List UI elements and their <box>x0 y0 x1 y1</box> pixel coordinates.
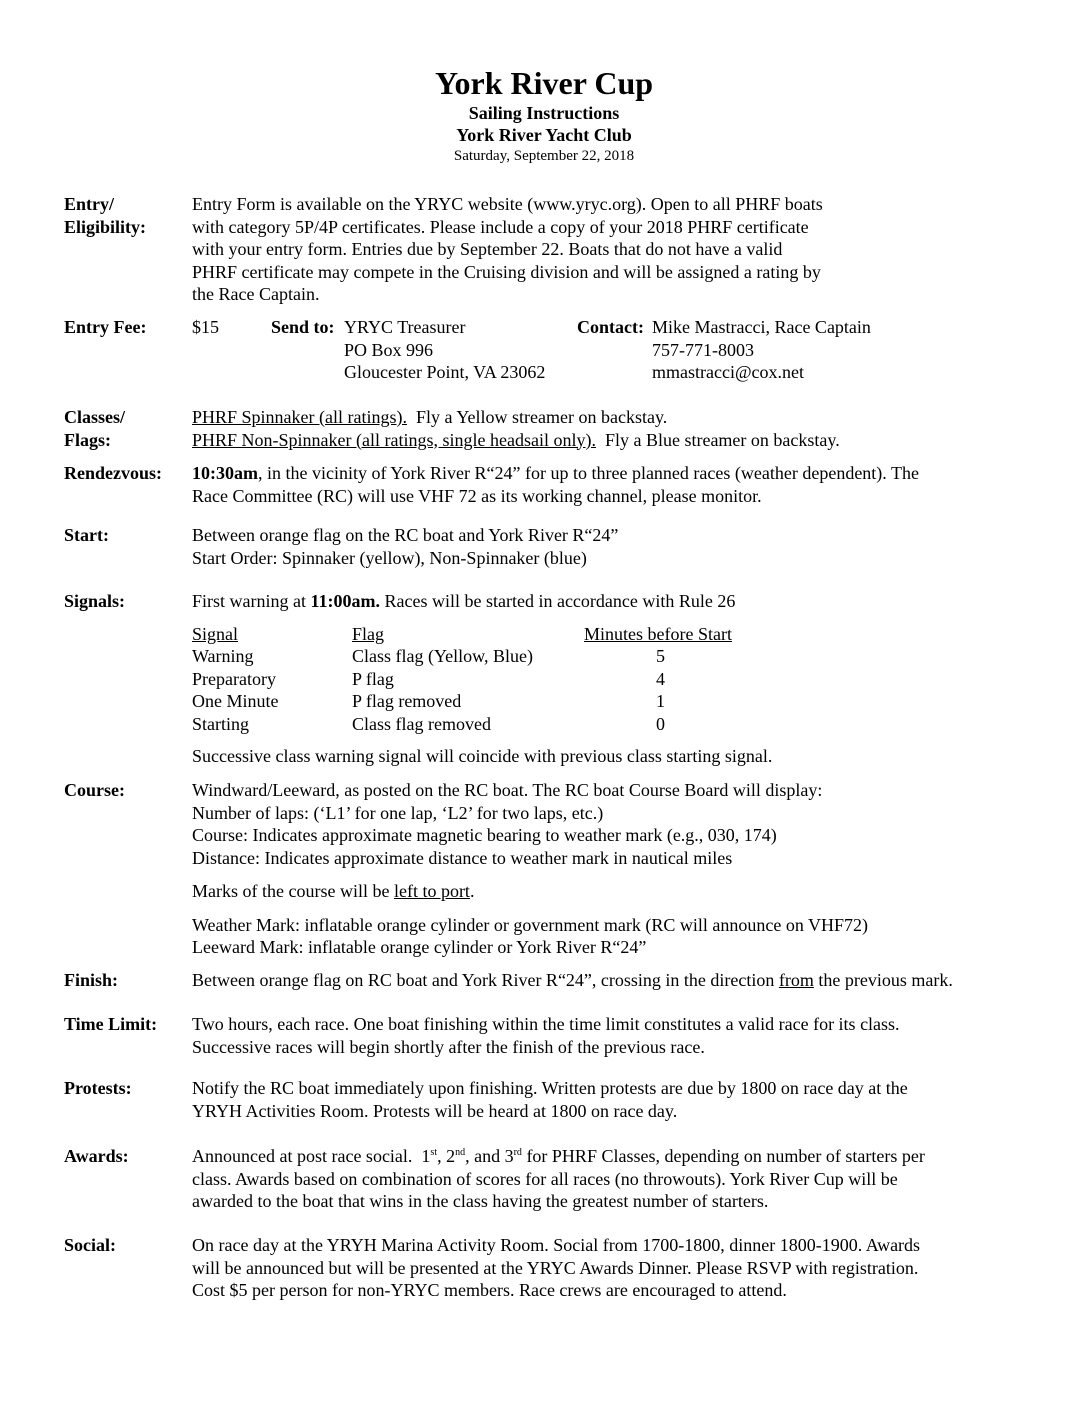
start-body: Between orange flag on the RC boat and York River R“24” Start Order: Spinnaker (yellow), Non-Spinnaker (blue) <box>192 525 619 568</box>
awards-label: Awards: <box>64 1146 129 1166</box>
classes-label: Classes/ Flags: <box>64 407 126 450</box>
left-to-port: left to port <box>393 881 470 901</box>
course-label: Course: <box>64 780 125 800</box>
class-non-spinnaker: PHRF Non-Spinnaker (all ratings, single headsail only). <box>192 429 596 450</box>
protests-label: Protests: <box>64 1078 132 1098</box>
social-label: Social: <box>64 1235 116 1255</box>
table-header: Signal Flag Minutes before Start <box>192 623 732 644</box>
entry-label: Entry/ Eligibility: <box>64 194 147 237</box>
finish-body: Between orange flag on RC boat and York River R“24”, crossing in the direction from the previous mark. <box>192 970 953 990</box>
start-label: Start: <box>64 525 109 545</box>
protests-body: Notify the RC boat immediately upon finishing. Written protests are due by 1800 on race day at the YRYH Activities Room. Protests will be heard at 1800 on race day. <box>192 1078 908 1121</box>
section-classes <box>64 406 1044 452</box>
page-subtitle: Sailing Instructions <box>468 103 620 123</box>
entry-body: Entry Form is available on the YRYC website (www.yryc.org). Open to all PHRF boats with category 5P/4P certificates. Please include a copy of your 2018 PHRF certificate with your entry form. Entries due by September 22. Boats that do not have a valid PHRF certificate may compete in the Cruising division and will be assigned a rating by the Race Captain. <box>192 194 823 304</box>
table-row: One Minute P flag removed 1 <box>192 691 665 711</box>
table-row: Warning Class flag (Yellow, Blue) 5 <box>192 646 665 666</box>
signals-body: First warning at 11:00am. Races will be started in accordance with Rule 26 Signal Flag Minutes before Start Warning Class flag (Yellow, Blue) 5 Preparatory P flag 4 One Minute P flag removed 1 Starting Class flag removed 0 Successive class warning signal will coincide with previous class starting signal. <box>192 590 1032 767</box>
section-rendezvous <box>64 462 1044 508</box>
contact-details: Mike Mastracci, Race Captain 757-771-8003 mmastracci@cox.net <box>652 317 871 382</box>
section-finish <box>64 969 1074 993</box>
course-body: Windward/Leeward, as posted on the RC boat. The RC boat Course Board will display: Number of laps: (‘L1’ for one lap, ‘L2’ for two laps, etc.) Course: Indicates approximate magnetic bearing to weather mark (e.g., 030, 174) Distance: Indicates approximate distance to weather mark in nautical miles Marks of the course will be left to port. Weather Mark: inflatable orange cylinder or government mark (RC will announce on VHF72) Leeward Mark: inflatable orange cylinder or York River R“24” <box>192 780 869 957</box>
rendezvous-label: Rendezvous: <box>64 463 162 483</box>
finish-label: Finish: <box>64 970 119 990</box>
section-social <box>64 1234 1044 1302</box>
signals-note: Successive class warning signal will coincide with previous class starting signal. <box>192 745 773 766</box>
send-to-address: YRYC Treasurer PO Box 996 Gloucester Point, VA 23062 <box>344 317 546 382</box>
fee-label: Entry Fee: <box>64 317 147 337</box>
document-header <box>0 64 1088 166</box>
class-spinnaker: PHRF Spinnaker (all ratings). <box>192 407 407 427</box>
signals-label: Signals: <box>64 591 126 611</box>
section-time-limit <box>64 1013 1044 1059</box>
table-row: Preparatory P flag 4 <box>192 668 665 689</box>
time-limit-body: Two hours, each race. One boat finishing within the time limit constitutes a valid race for its class. Successive races will begin shortly after the finish of the previous race. <box>192 1014 900 1057</box>
awards-body: Announced at post race social. 1st, 2nd, and 3rd for PHRF Classes, depending on number of starters per class. Awards based on combination of scores for all races (no throwouts). York River Cup will be awarded to the boat that wins in the class having the greatest number of starters. <box>192 1146 925 1211</box>
section-awards <box>64 1145 1044 1213</box>
event-date: Saturday, September 22, 2018 <box>453 148 635 164</box>
table-row: Starting Class flag removed 0 <box>192 713 665 734</box>
contact-label: Contact: <box>577 317 644 337</box>
section-protests <box>64 1077 1044 1123</box>
rendezvous-time: 10:30am <box>192 463 258 483</box>
club-name: York River Yacht Club <box>456 125 632 145</box>
time-limit-label: Time Limit: <box>64 1014 158 1034</box>
rendezvous-body: 10:30am, in the vicinity of York River R“24” for up to three planned races (weather dependent). The Race Committee (RC) will use VHF 72 as its working channel, please monitor. <box>192 463 919 506</box>
section-entry <box>64 193 1044 305</box>
social-body: On race day at the YRYH Marina Activity Room. Social from 1700-1800, dinner 1800-1900. Awards will be announced but will be presented at the YRYC Awards Dinner. Please RSVP with registration. Cost $5 per person for non-YRYC members. Race crews are encouraged to attend. <box>192 1235 921 1300</box>
section-start <box>64 524 1044 570</box>
signals-table <box>192 623 1032 735</box>
fee-amount: $15 <box>192 317 219 337</box>
section-fee <box>64 316 1044 386</box>
first-warning-time: 11:00am. <box>310 591 380 611</box>
section-signals <box>64 590 1044 770</box>
send-to-label: Send to: <box>271 317 335 337</box>
classes-body: PHRF Spinnaker (all ratings). Fly a Yellow streamer on backstay. PHRF Non-Spinnaker (all ratings, single headsail only). Fly a Blue streamer on backstay. <box>192 407 840 450</box>
page-title: York River Cup <box>434 65 654 101</box>
section-course <box>64 779 1044 959</box>
